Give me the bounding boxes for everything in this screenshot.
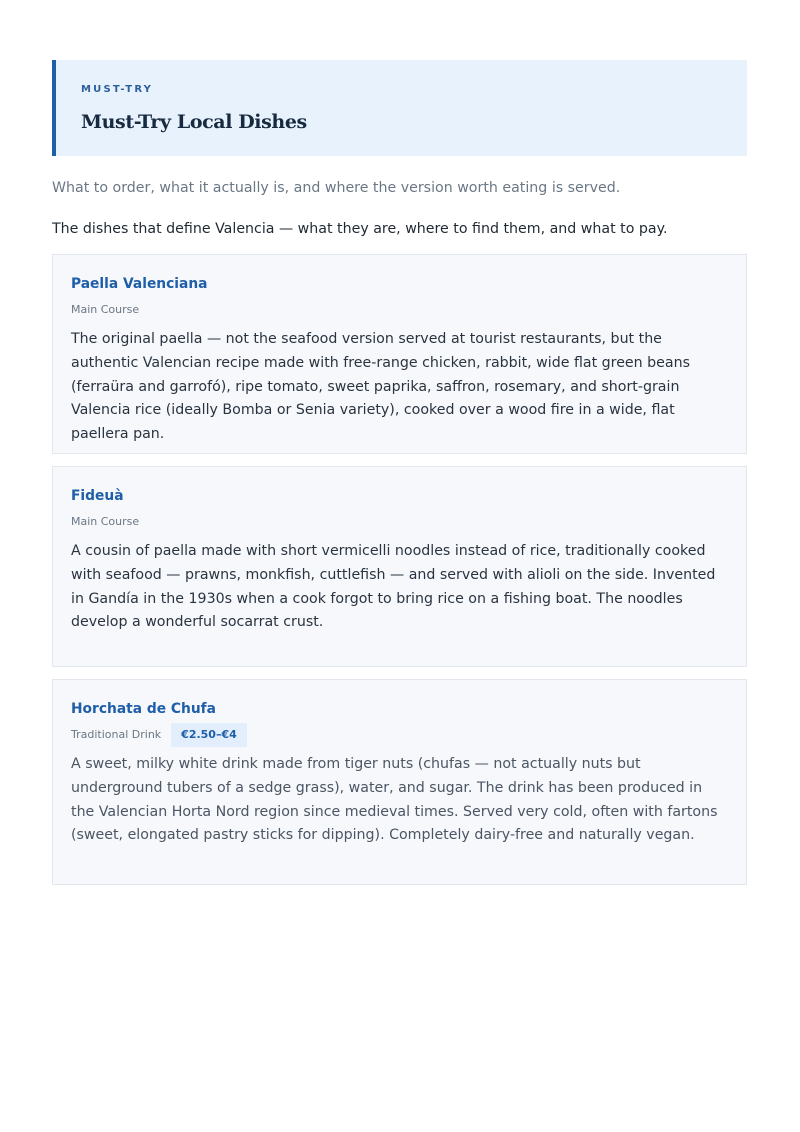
dish-name: Fideuà	[71, 488, 124, 504]
section-intro: The dishes that define Valencia — what they are, where to find them, and what to pay.	[52, 221, 668, 237]
section-banner	[52, 60, 747, 156]
dish-list	[52, 254, 747, 885]
dish-name: Paella Valenciana	[71, 276, 208, 292]
dish-description: A cousin of paella made with short vermicelli noodles instead of rice, traditionally cooked with seafood — prawns, monkfish, cuttlefish — and served with alioli on the side. Invented in Gandía in the 1930s when a cook forgot to bring rice on a fishing boat. The noodles develop a wonderful socarrat crust.	[71, 543, 716, 631]
dish-meta	[71, 299, 728, 321]
dish-card-paella	[52, 254, 747, 454]
section-eyebrow: MUST-TRY	[81, 84, 154, 95]
section-subtitle: What to order, what it actually is, and where the version worth eating is served.	[52, 180, 621, 196]
dish-card-horchata	[52, 679, 747, 885]
dish-meta	[71, 724, 728, 746]
dish-category: Main Course	[71, 303, 140, 316]
dish-name: Horchata de Chufa	[71, 701, 216, 717]
dish-card-fideua	[52, 466, 747, 667]
dish-meta	[71, 511, 728, 533]
dish-description: A sweet, milky white drink made from tiger nuts (chufas — not actually nuts but underground tubers of a sedge grass), water, and sugar. The drink has been produced in the Valencian Horta Nord region since medieval times. Served very cold, often with fartons (sweet, elongated pastry sticks for dipping). Completely dairy-free and naturally vegan.	[71, 756, 718, 844]
dish-category: Main Course	[71, 515, 140, 528]
dish-category: Traditional Drink	[71, 728, 162, 741]
dish-description: The original paella — not the seafood version served at tourist restaurants, but the authentic Valencian recipe made with free-range chicken, rabbit, wide flat green beans (ferraüra and garrofó), ripe tomato, sweet paprika, saffron, rosemary, and short-grain Valencia rice (ideally Bomba or Senia variety), cooked over a wood fire in a wide, flat paellera pan.	[71, 331, 690, 443]
price-badge: €2.50–€4	[171, 723, 247, 747]
section-title: Must-Try Local Dishes	[81, 111, 307, 133]
